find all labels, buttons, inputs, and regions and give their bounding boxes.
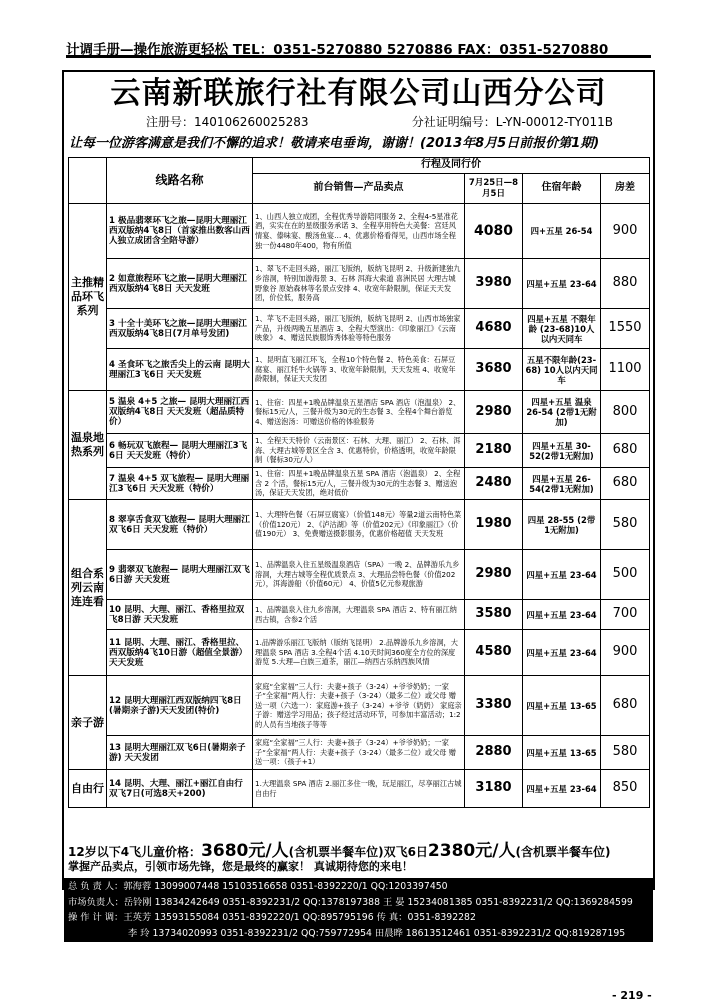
route-room-diff: 700 <box>601 600 650 630</box>
contact-line: 李 玲 13734020993 0351-8392231/2 QQ:759772954 田晨晔 18613512461 0351-8392231/2 QQ:819287195 <box>128 927 626 939</box>
table-row <box>69 676 650 736</box>
route-price: 3980 <box>465 259 523 309</box>
route-name: 3 十全十美环飞之旅—昆明大理丽江西双版纳4飞8日(7月单号发团) <box>107 309 253 349</box>
route-hotel: 四星 28-55 (2带1无附加) <box>523 500 601 550</box>
route-room-diff: 900 <box>601 204 650 259</box>
route-room-diff: 580 <box>601 500 650 550</box>
table-row <box>69 468 650 500</box>
table-row <box>69 204 650 259</box>
route-room-diff: 1100 <box>601 349 650 391</box>
route-name: 2 如意旅程环飞之旅—昆明大理丽江西双版纳4飞8日 天天发班 <box>107 259 253 309</box>
contact-line: 总 负 责 人：郭海蓉 13099007448 15103516658 0351-8392220/1 QQ:1203397450 <box>68 881 448 892</box>
contact-line: 操 作 计 调：王英芳 13593155084 0351-8392220/1 QQ:895795196 传 真：0351-8392282 <box>68 912 476 923</box>
route-hotel: 五星不限年龄(23-68) 10人以内天同车 <box>523 349 601 391</box>
route-name: 14 昆明、大理、丽江+丽江自由行双飞7日(可选8天+200) <box>107 770 253 808</box>
contact-line: 市场负责人：岳铃刚 13834242649 0351-8392231/2 QQ:1378197388 王 晏 15234081385 0351-8392231/2 QQ:1369284599 <box>68 896 633 908</box>
table-row <box>69 630 650 676</box>
category-hot-spring: 温泉地热系列 <box>69 391 107 500</box>
route-highlights: 1、全程天天特价（云南景区：石林、大理、丽江） 2、石林、洱海、大理古城等景区全含 3、优惠特价，价格透明，收宽年龄限制（餐标30元/人） <box>253 434 465 468</box>
table-row <box>69 391 650 434</box>
contacts-block <box>64 878 653 942</box>
route-room-diff: 850 <box>601 770 650 808</box>
header-sales: 前台销售—产品卖点 <box>253 174 465 204</box>
route-hotel: 四星+五星 23-64 <box>523 550 601 600</box>
route-highlights: 1、品牌温泉入住五星级温泉酒店（SPA）一晚 2、品牌游乐九乡溶洞，大理古城等全程优质景点 3、大理品尝特色餐（价值202元），洱海游船（价值60元） 4、价值5亿元参观旅游 <box>253 550 465 600</box>
route-price: 2980 <box>465 391 523 434</box>
route-name: 5 温泉 4+5 之旅— 昆明大理丽江西双版纳4飞8日 天天发班（超品质特价） <box>107 391 253 434</box>
route-price: 2880 <box>465 736 523 770</box>
route-highlights: 1、昆明直飞丽江环飞，全程10个特色餐 2、特色美食：石屏豆腐宴、丽江牦牛火锅等 3、收宽年龄限制，天天发班 4、收宽年龄限制，保证天天发团 <box>253 349 465 391</box>
price-double-flight: 2380元/人 <box>427 841 516 861</box>
route-highlights: 1.大理温泉 SPA 酒店 2.丽江多住一晚，玩足丽江，尽享丽江古城自由行 <box>253 770 465 808</box>
pricing-mid: (含机票半餐车位)双飞6日 <box>288 845 428 859</box>
route-highlights: 1、品牌温泉入住九乡溶洞，大理温泉 SPA 酒店 2、特有丽江纳西古镇，含参2个活 <box>253 600 465 630</box>
header-corner <box>69 158 107 204</box>
route-hotel: 四星+五星 23-64 <box>523 600 601 630</box>
route-highlights: 1、住宿：四星+1晚品牌温泉五星 SPA 酒店（泡温泉） 2、全程含 2 个活，餐标15元/人，三餐升级为30元的生态餐 3、赠送泡汤，保证天天发团，绝对低价 <box>253 468 465 500</box>
route-room-diff: 900 <box>601 630 650 676</box>
registration-number: 注册号：140106260025283 <box>146 115 309 129</box>
route-price: 3380 <box>465 676 523 736</box>
route-highlights: 家庭“全家福”三人行：夫妻+孩子（3-24）+爷爷奶奶；一家子“全家福”两人行：夫妻+孩子（3-24）（最多二位）或父母 赠送一项：（孩子+1） <box>253 736 465 770</box>
route-name: 11 昆明、大理、丽江、香格里拉、西双版纳4飞10日游（超值全景游） 天天发班 <box>107 630 253 676</box>
route-name: 9 翡翠双飞旅程— 昆明大理丽江双飞6日游 天天发班 <box>107 550 253 600</box>
route-hotel: 四星+五星 23-64 <box>523 770 601 808</box>
route-hotel: 四星+五星 温泉26-54 (2带1无附加) <box>523 391 601 434</box>
route-hotel: 四+五星 26-54 <box>523 204 601 259</box>
category-family: 亲子游 <box>69 676 107 770</box>
route-price: 4680 <box>465 309 523 349</box>
route-name: 4 圣食环飞之旅舌尖上的云南 昆明大理丽江3飞6日 天天发班 <box>107 349 253 391</box>
table-row <box>69 259 650 309</box>
route-room-diff: 500 <box>601 550 650 600</box>
route-price: 1980 <box>465 500 523 550</box>
header-hotel: 住宿年龄 <box>523 174 601 204</box>
route-price: 4080 <box>465 204 523 259</box>
route-room-diff: 680 <box>601 468 650 500</box>
route-room-diff: 580 <box>601 736 650 770</box>
flyer-frame <box>62 70 655 890</box>
table-row <box>69 500 650 550</box>
route-room-diff: 880 <box>601 259 650 309</box>
table-row <box>69 770 650 808</box>
route-name: 10 昆明、大理、丽江、香格里拉双飞8日游 天天发班 <box>107 600 253 630</box>
route-price: 3180 <box>465 770 523 808</box>
route-room-diff: 680 <box>601 434 650 468</box>
route-highlights: 1.品牌游乐丽江飞版纳（版纳飞昆明） 2.品牌游乐九乡溶洞，大理温泉 SPA 酒店 3.全程4个活 4.10天时间360度全方位的深度游览 5.大理—白族三道茶，丽江—纳西古乐纳西族风情 <box>253 630 465 676</box>
route-name: 12 昆明大理丽江西双版纳四飞8日(暑期亲子游)天天发团(特价) <box>107 676 253 736</box>
route-highlights: 家庭“全家福”三人行：夫妻+孩子（3-24）+爷爷奶奶；一家子“全家福”两人行：夫妻+孩子（3-24）（最多二位）或父母 赠送一项（六选一）：家庭游+孩子（3-24）+爷爷（奶奶） 家庭亲子游：赠送学习用品；孩子经过活动环节，可参加丰富活动；1:2的人员有当地孩子等等 <box>253 676 465 736</box>
header-group: 行程及同行价 <box>253 158 650 174</box>
slogan: 让每一位游客满意是我们不懈的追求！敬请来电垂询，谢谢！(2013年8月5日前报价第1期) <box>69 136 600 151</box>
table-row <box>69 600 650 630</box>
route-name: 13 昆明大理丽江双飞6日(暑期亲子游) 天天发团 <box>107 736 253 770</box>
route-hotel: 四星+五星 30-52(2带1无附加) <box>523 434 601 468</box>
route-highlights: 1、住宿：四星+1晚品牌温泉五星酒店 SPA 酒店（泡温泉） 2、餐标15元/人，三餐升级为30元的生态餐 3、全程4个舞台游览 4、赠送泡汤：可赠送价格的体验服务 <box>253 391 465 434</box>
route-room-diff: 1550 <box>601 309 650 349</box>
route-hotel: 四星+五星 13-65 <box>523 736 601 770</box>
pricing-tail: (含机票半餐车位) <box>515 845 611 859</box>
price-table <box>68 157 650 808</box>
route-name: 7 温泉 4+5 双飞旅程— 昆明大理丽江3飞6日 天天发班（特价） <box>107 468 253 500</box>
route-hotel: 四星+五星 26-54(2带1无附加) <box>523 468 601 500</box>
category-main: 主推精品环飞系列 <box>69 204 107 391</box>
route-room-diff: 680 <box>601 676 650 736</box>
header-bar: 计调手册—操作旅游更轻松 TEL：0351-5270880 5270886 FAX：0351-5270880 <box>66 38 651 58</box>
route-price: 4580 <box>465 630 523 676</box>
route-hotel: 四星+五星 23-64 <box>523 259 601 309</box>
route-hotel: 四星+五星 13-65 <box>523 676 601 736</box>
route-highlights: 1、山西人独立成团，全程优秀导游陪同服务 2、全程4-5星准花酒，实实在在的星级服务承诺 3、全程享用特色大美餐：宫廷风情宴、傣味宴、酸汤鱼宴… 4、优惠价格看得见，山西市场全程独一份4480年400，物有所值 <box>253 204 465 259</box>
page-number: - 219 - <box>612 989 652 1002</box>
route-price: 2980 <box>465 550 523 600</box>
table-row <box>69 550 650 600</box>
route-hotel: 四星+五星 23-64 <box>523 630 601 676</box>
table-row <box>69 309 650 349</box>
route-name: 6 畅玩双飞旅程— 昆明大理丽江3飞6日 天天发班（特价） <box>107 434 253 468</box>
route-room-diff: 800 <box>601 391 650 434</box>
category-combo: 组合系列云南连连看 <box>69 500 107 676</box>
table-row <box>69 349 650 391</box>
route-highlights: 1、翠飞不走回头路，丽江飞版纳，版纳飞昆明 2、升级新建独九乡溶洞，特别加游海景 3、石林 洱海大索道 喜洲民居 大理古城 野象谷 原始森林等名景点安排 4、收宽年龄限制，保证天天发团，价位低，服务高 <box>253 259 465 309</box>
table-row <box>69 736 650 770</box>
company-title: 云南新联旅行社有限公司山西分公司 <box>110 76 607 111</box>
header-date: 7月25日—8月5日 <box>465 174 523 204</box>
price-four-flight: 3680元/人 <box>201 841 289 861</box>
header-route: 线路名称 <box>107 158 253 204</box>
header-room: 房差 <box>601 174 650 204</box>
route-highlights: 1、苹飞不走回头路，丽江飞版纳，版纳飞昆明 2、山西市场独家产品，升级两晚五星酒店 3、全程大型演出：《印象丽江》《云南映象》 4、赠送民族服饰秀体验等特色服务 <box>253 309 465 349</box>
pricing-lead: 12岁以下4飞儿童价格： <box>68 845 202 859</box>
route-price: 2480 <box>465 468 523 500</box>
route-price: 2180 <box>465 434 523 468</box>
category-free: 自由行 <box>69 770 107 808</box>
tagline: 掌握产品卖点，引领市场先锋，您是最终的赢家！ 真诚期待您的来电！ <box>68 860 413 873</box>
route-highlights: 1、大理特色餐（石屏豆腐宴）（价值148元）等量2道云南特色菜（价值120元） 2、《泸沽湖》等（价值202元）《印象丽江》（价值190元） 3、免费赠送摄影服务，优惠价格超值 天天发班 <box>253 500 465 550</box>
route-price: 3580 <box>465 600 523 630</box>
route-price: 3680 <box>465 349 523 391</box>
route-name: 8 翠享舌食双飞旅程— 昆明大理丽江双飞6日 天天发班（特价） <box>107 500 253 550</box>
branch-license: 分社证明编号：L-YN-00012-TY011B <box>411 115 613 129</box>
table-row <box>69 434 650 468</box>
route-name: 1 极品翡翠环飞之旅—昆明大理丽江西双版纳4飞8日（首家推出数客山西人独立成团含全陪导游） <box>107 204 253 259</box>
route-hotel: 四星+五星 不限年龄 (23-68)10人以内天同车 <box>523 309 601 349</box>
